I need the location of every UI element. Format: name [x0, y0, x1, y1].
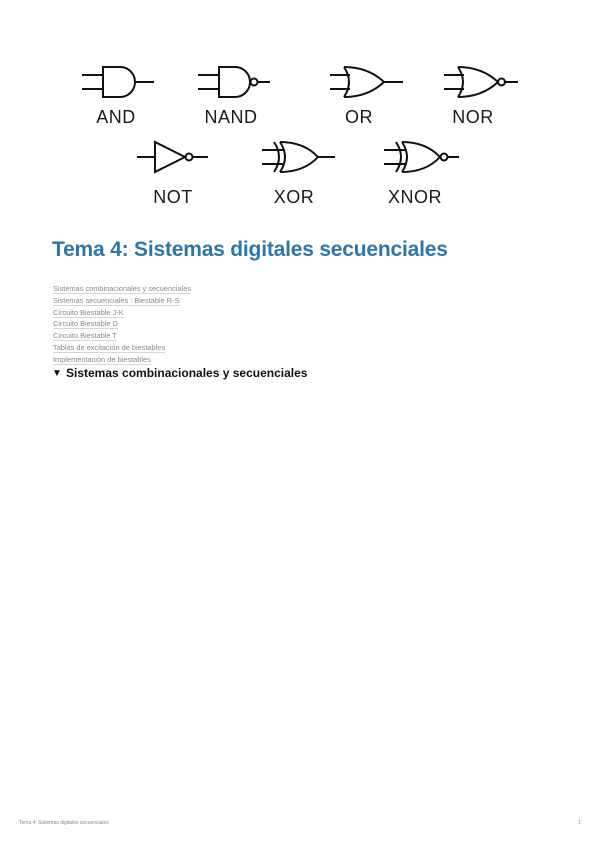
or-gate-icon — [330, 67, 403, 97]
page-number: 1 — [578, 820, 581, 826]
logic-gates-figure — [0, 50, 600, 220]
toc-link[interactable]: Sistemas combinacionales y secuenciales — [53, 284, 192, 293]
gate-label-xnor: XNOR — [387, 187, 443, 207]
gate-label-nor: NOR — [452, 107, 494, 127]
toc-link[interactable]: Circuito Biestable D — [53, 319, 118, 329]
gate-label-not: NOT — [153, 187, 193, 207]
toc-item[interactable] — [53, 295, 191, 307]
toc-link[interactable]: Circuito Biestable J-K — [53, 307, 124, 317]
nor-gate-icon — [444, 67, 518, 97]
footer-title: Tema 4: Sistemas digitales secuenciales — [19, 820, 109, 826]
gate-label-nand: NAND — [204, 107, 258, 127]
not-gate-icon — [137, 142, 208, 172]
triangle-down-icon[interactable]: ▼ — [52, 367, 62, 379]
toc-link[interactable]: Circuito Biestable T — [53, 331, 117, 341]
and-gate-icon — [82, 67, 154, 97]
section-toggle-combinacionales[interactable] — [52, 366, 307, 380]
gate-label-and: AND — [96, 107, 136, 127]
toc-link[interactable]: Tablas de excitación de biestables — [53, 342, 166, 352]
toc-link[interactable]: Sistemas secuenciales : Biestable R-S — [53, 295, 180, 305]
toc-item[interactable] — [53, 318, 191, 330]
toc-item[interactable] — [53, 283, 191, 295]
xnor-gate-icon — [384, 142, 459, 172]
table-of-contents — [53, 283, 191, 366]
gate-label-xor: XOR — [273, 187, 315, 207]
toc-item[interactable] — [53, 354, 191, 366]
toc-item[interactable] — [53, 307, 191, 319]
toc-item[interactable] — [53, 330, 191, 342]
gate-label-or: OR — [345, 107, 373, 127]
section-heading: Sistemas combinacionales y secuenciales — [66, 366, 308, 380]
xor-gate-icon — [262, 142, 335, 172]
toc-link[interactable]: Implementación de biestables — [53, 354, 151, 364]
nand-gate-icon — [198, 67, 270, 97]
page-title: Tema 4: Sistemas digitales secuenciales — [52, 238, 448, 261]
toc-item[interactable] — [53, 342, 191, 354]
